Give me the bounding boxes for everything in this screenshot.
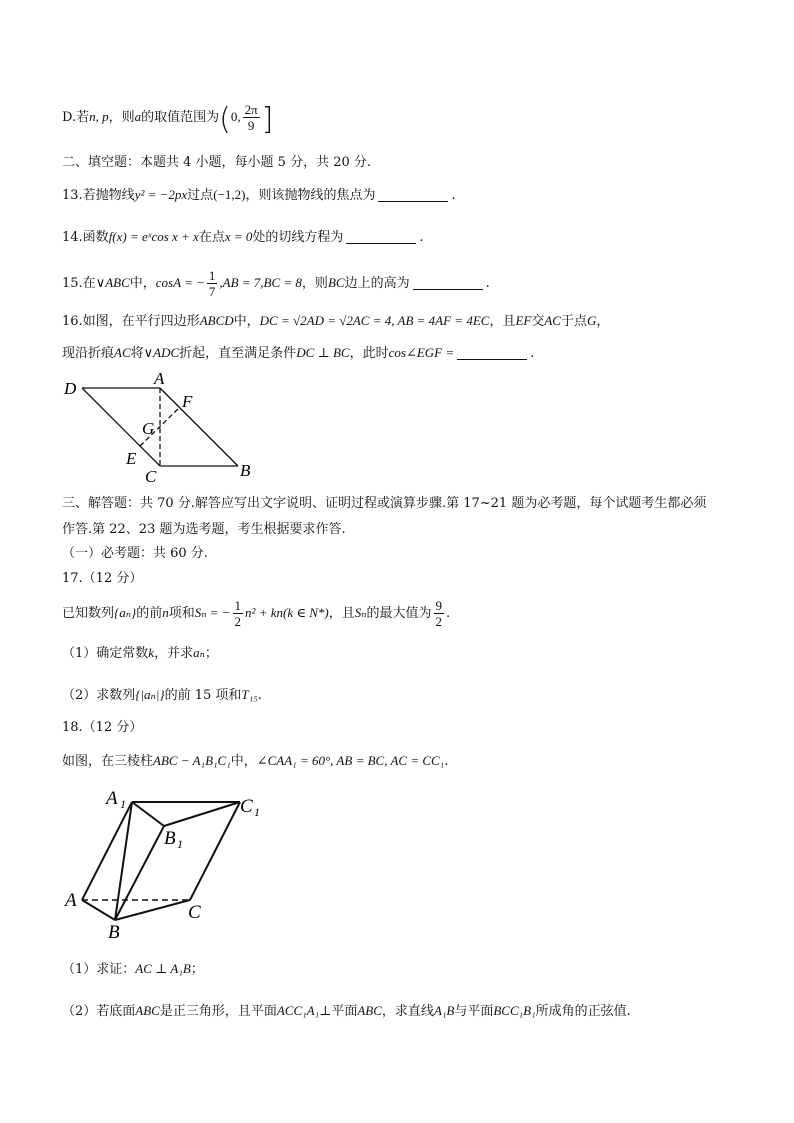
q16-text-a: 16.如图，在平行四边形 [62,314,200,329]
q17-rest: n² + kn [245,605,283,620]
q16-cos: cos∠EGF = [388,345,455,360]
q18-text-b: 中， [230,754,257,769]
q17-part1 [62,644,218,663]
q15-tri: ∨ABC [95,275,130,290]
section2-heading: 二、填空题：本题共 4 小题，每小题 5 分，共 20 分. [62,155,372,170]
q16-ac: AC [544,313,561,328]
required-heading: （一）必考题：共 60 分. [62,546,208,561]
q18-p1-eq: AC ⊥ A₁B [135,961,191,976]
q13-eq: y² = −2px [134,187,188,202]
option-d [62,102,274,137]
question-16-line1 [62,312,609,331]
right-bracket: ] [261,102,274,137]
q18-p1-a: （1）求证： [62,962,136,977]
q17-an: aₙ [193,645,205,660]
q16-text-c: ，且 [489,314,516,329]
q18-plane2: BCC₁B₁ [493,1003,536,1018]
q15-cosa: cosA = − [155,275,205,290]
fraction-num: 2π [244,102,258,117]
q16-text-e: 于点 [560,314,587,329]
q16-perp: DC ⊥ BC [296,345,350,360]
q18-p2-f: 所成角的正弦值. [535,1004,631,1019]
q13-pt: (−1,2) [213,187,246,202]
q17-text-d: ，且 [328,606,355,621]
section3-line2: 作答.第 22、23 题为选考题，考生根据要求作答. [62,522,346,537]
label-c: C [188,902,201,923]
question-14 [62,228,424,247]
q15-bc: BC [327,275,345,290]
q18-prism: ABC − A₁B₁C₁ [153,753,231,768]
answer-blank[interactable] [413,277,483,290]
q15-num: 15.在 [62,276,96,291]
q17-fraction [233,598,244,629]
q18-header: 18.（12 分） [62,720,143,735]
parallelogram-figure [60,370,270,485]
q17-p2-b: 的前 15 项和 [164,688,242,703]
fraction-den: 9 [247,118,255,133]
q17-cond: (k ∈ N*) [283,605,329,620]
q17-n: n [162,605,169,620]
q16-eq: DC = √2AD = √2AC = 4, AB = 4AF = 4EC [259,313,490,328]
q13-tail: ，则该抛物线的焦点为 [245,188,376,203]
q17-sn: Sₙ = − [194,605,231,620]
q18-p2-c: ⊥平面 [319,1004,358,1019]
q15-fraction [207,268,218,299]
q16-text-2c: 折起，直至满足条件 [179,346,297,361]
q18-a1b: A₁B [433,1003,455,1018]
q16-text-2b: 将 [130,346,144,361]
edge-b-c [115,900,190,920]
q17-header: 17.（12 分） [62,571,143,586]
q17-sn2: Sₙ [354,605,367,620]
question-13 [62,186,456,205]
q17-part2 [62,686,262,705]
q16-text-f: ， [596,314,610,329]
label-f: F [182,392,193,411]
q17-abs: {|aₙ|} [135,687,165,702]
label-b1: B [164,828,176,849]
q16-text-2d: ，此时 [349,346,389,361]
q18-p2-b: 是正三角形，且平面 [159,1004,277,1019]
q16-ef: EF [515,313,532,328]
q18-abc2: ABC [357,1003,382,1018]
q17-t15: T₁₅ [241,687,258,702]
prism-figure [60,786,280,946]
label-d: D [64,379,77,398]
interval-fraction [243,102,260,133]
fraction-den: 2 [234,614,242,629]
q18-end: . [444,754,449,769]
fraction-num: 9 [435,598,443,613]
option-d-a: a [134,109,142,124]
q16-adc: ∨ADC [143,345,180,360]
edge-a1-b1 [132,802,164,826]
label-a: A [154,370,165,388]
edge-c-c1 [190,802,240,900]
label-a: A [65,890,77,911]
q18-part2 [62,1002,631,1021]
q17-text-a: 已知数列 [62,606,115,621]
q18-cond: ∠CAA₁ = 60°, AB = BC, AC = CC₁ [256,753,445,768]
label-c: C [145,467,157,485]
label-e: E [126,449,137,468]
q15-rest: ,AB = 7,BC = 8 [219,275,302,290]
label-g: G [142,419,155,438]
answer-blank[interactable] [457,347,527,360]
q16-end: . [530,346,535,361]
q17-p1-b: ，并求 [154,646,194,661]
fraction-den: 7 [208,284,216,299]
q14-mid: 在点 [198,230,225,245]
label-b: B [240,461,251,480]
q18-text-a: 如图，在三棱柱 [62,754,154,769]
q17-p1-a: （1）确定常数 [62,646,149,661]
q15-tail2: 边上的高为 [344,276,410,291]
label-a1-sub: 1 [120,797,126,811]
q13-end: . [451,188,456,203]
option-d-tail: 的取值范围为 [141,110,220,125]
q13-mid: 过点 [187,188,214,203]
q15-tail: ，则 [301,276,328,291]
question-15 [62,268,490,299]
q15-mid: 中， [129,276,156,291]
q18-stem [62,752,448,771]
section3-line1: 三、解答题：共 70 分.解答应写出文字说明、证明过程或演算步骤.第 17~21 题为必考题，每个试题考生都必须 [62,496,707,511]
edge-ab [160,388,238,466]
q18-plane1: ACC₁A₁ [276,1003,320,1018]
label-a1: A [106,788,118,809]
q17-p2-c: . [257,688,262,703]
q17-end: . [446,606,451,621]
q16-text-d: 交 [531,314,545,329]
option-d-label: D.若 [62,110,90,125]
label-c1-sub: 1 [254,805,260,819]
option-d-vars: n, p [89,109,109,124]
q14-pt: x = 0 [224,229,253,244]
answer-blank[interactable] [346,231,416,244]
edge-a-b [82,900,115,920]
q13-num: 13.若抛物线 [62,188,135,203]
q18-part1 [62,960,204,979]
fraction-den: 2 [435,614,443,629]
label-b: B [108,922,120,943]
q18-abc: ABC [135,1003,160,1018]
q18-p2-a: （2）若底面 [62,1004,136,1019]
q17-text-b: 的前 [136,606,163,621]
interval-left: 0, [230,109,241,124]
q16-text-2a: 现沿折痕 [62,346,115,361]
q16-text-b: 中， [233,314,260,329]
q14-tail: 处的切线方程为 [252,230,344,245]
left-bracket: ( [219,102,231,137]
q16-g: G [587,313,597,328]
q16-ac2: AC [114,345,131,360]
fraction-num: 1 [208,268,216,283]
q15-end: . [485,276,490,291]
q14-end: . [419,230,424,245]
q17-text-c: 项和 [168,606,195,621]
q18-p2-d: ，求直线 [381,1004,434,1019]
q16-abcd: ABCD [199,313,234,328]
q17-p2-a: （2）求数列 [62,688,136,703]
q17-stem [62,598,450,629]
q17-text-e: 的最大值为 [366,606,432,621]
fraction-num: 1 [234,598,242,613]
q18-p2-e: 与平面 [454,1004,494,1019]
q14-num: 14.函数 [62,230,109,245]
q17-k: k [148,645,155,660]
label-b1-sub: 1 [177,837,183,851]
label-c1: C [240,796,253,817]
answer-blank[interactable] [378,189,448,202]
option-d-middle: ，则 [108,110,135,125]
q17-max-fraction [434,598,445,629]
q14-eq: f(x) = eˣcos x + x [108,229,199,244]
q17-p1-c: ； [204,646,218,661]
question-16-line2 [62,344,534,363]
q18-p1-b: ； [190,962,204,977]
q17-seq: {aₙ} [114,605,137,620]
